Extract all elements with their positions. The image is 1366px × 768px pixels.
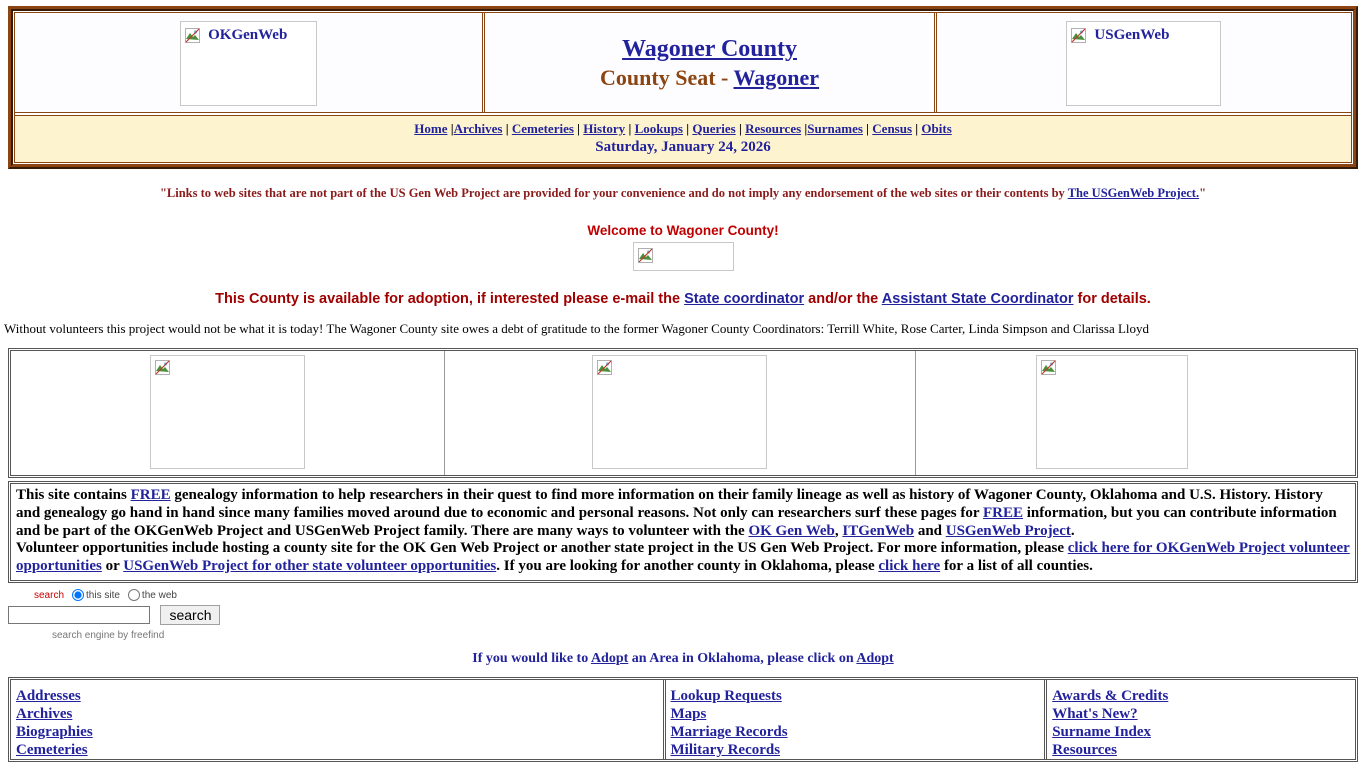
adoption-text-before: This County is available for adoption, if interested please e-mail the xyxy=(215,291,685,308)
welcome-broken-image[interactable] xyxy=(633,242,734,271)
desc-text-2: genealogy information to help researchers in their quest to find more information on their family lineage as well as history of Wagoner County, Oklahoma and U.S. History. History and genealogy go hand in hand since many families moved around due to economic and personal reasons. Not only can researchers surf these pages for xyxy=(16,487,1323,521)
gallery-broken-image-1[interactable] xyxy=(150,355,305,469)
usgenweb-project-link[interactable]: The USGenWeb Project. xyxy=(1067,186,1200,201)
adopt-link-1[interactable]: Adopt xyxy=(590,650,629,666)
broken-image-icon xyxy=(185,28,200,43)
gallery-broken-image-3[interactable] xyxy=(1036,355,1188,469)
site-title-line-2 xyxy=(600,65,819,92)
link-cemeteries[interactable]: Cemeteries xyxy=(16,741,88,758)
link-lookup-requests[interactable]: Lookup Requests xyxy=(670,687,782,704)
assistant-state-coordinator-link[interactable]: Assistant State Coordinator xyxy=(881,291,1074,308)
welcome-heading: Welcome to Wagoner County! xyxy=(587,223,779,239)
site-title-cell xyxy=(485,13,937,112)
image-gallery-table xyxy=(8,348,1358,478)
broken-image-icon xyxy=(638,248,653,263)
search-engine-credit: search engine by freefind xyxy=(52,629,165,641)
site-index-table xyxy=(8,677,1358,762)
search-label: search xyxy=(34,589,65,601)
image-gallery-row xyxy=(11,351,1355,475)
header-row xyxy=(15,13,1351,116)
site-description-paragraph-2 xyxy=(16,540,1350,575)
former-coordinators-credit: Without volunteers this project would not be what it is today! The Wagoner County site owes a debt of gratitude to the former Wagoner County Coordinators: Terrill White, Rose Carter, Linda Simpson and Clarissa Lloyd xyxy=(4,321,1150,337)
ok-gen-web-link[interactable]: OK Gen Web xyxy=(748,522,835,539)
nav-item-lookups[interactable]: Lookups xyxy=(634,121,683,136)
link-military-records[interactable]: Military Records xyxy=(670,741,781,758)
usgenweb-logo-alt-text: USGenWeb xyxy=(1094,26,1170,43)
desc-text-1: This site contains xyxy=(16,487,131,504)
free-link-1[interactable]: FREE xyxy=(130,487,171,504)
county-seat-link[interactable]: Wagoner xyxy=(733,64,820,90)
adopt-line-text-before: If you would like to xyxy=(472,650,591,666)
broken-image-icon xyxy=(1041,360,1056,375)
gallery-cell-2 xyxy=(445,351,915,475)
search-scope-the-web-label: the web xyxy=(141,589,177,601)
link-biographies[interactable]: Biographies xyxy=(16,723,93,740)
adopt-line-text-middle: an Area in Oklahoma, please click on xyxy=(628,650,857,666)
current-date: Saturday, January 24, 2026 xyxy=(595,139,771,156)
okgenweb-logo-alt-text: OKGenWeb xyxy=(208,26,288,43)
nav-item-cemeteries[interactable]: Cemeteries xyxy=(511,121,574,136)
okgenweb-logo-broken-image[interactable] xyxy=(180,21,317,106)
nav-item-home[interactable]: Home xyxy=(414,121,448,136)
masthead-inner xyxy=(14,12,1352,163)
site-title-line-1 xyxy=(600,35,819,64)
desc-text-3: information, but you can contribute information and be part of the OKGenWeb Project and USGenWeb Project family. There are many ways to volunteer with the xyxy=(16,504,1337,539)
site-description-paragraph-1 xyxy=(16,487,1350,540)
gallery-cell-1 xyxy=(11,351,445,475)
okgenweb-volunteer-link[interactable]: click here for OKGenWeb Project volunteer opportunities xyxy=(16,540,1350,574)
usgenweb-logo-broken-image[interactable] xyxy=(1066,21,1221,106)
county-name-link[interactable]: Wagoner County xyxy=(622,36,797,63)
desc-text-10: for a list of all counties. xyxy=(940,558,1093,574)
usgenweb-project-link-2[interactable]: USGenWeb Project xyxy=(945,522,1071,539)
site-description-box xyxy=(8,481,1358,582)
free-link-2[interactable]: FREE xyxy=(983,504,1024,521)
gallery-broken-image-2[interactable] xyxy=(592,355,767,469)
county-seat-label: County Seat - xyxy=(600,64,734,90)
disclaimer-text-before: "Links to web sites that are not part of the US Gen Web Project are provided for your convenience and do not imply any endorsement of the web sites or their contents by xyxy=(159,186,1068,201)
desc-text-4: , xyxy=(834,522,843,539)
broken-image-icon xyxy=(1071,28,1086,43)
desc-text-6: . xyxy=(1070,522,1075,539)
adopt-area-line xyxy=(0,651,1366,667)
nav-item-census[interactable]: Census xyxy=(872,121,913,136)
nav-item-queries[interactable]: Queries xyxy=(692,121,736,136)
adoption-text-middle: and/or the xyxy=(804,291,882,308)
state-coordinator-link[interactable]: State coordinator xyxy=(684,291,805,308)
site-index-column-1 xyxy=(11,680,666,759)
navigation-links: Home |Archives | Cemeteries | History | Lookups | Queries | Resources |Surnames | Census | Obits xyxy=(414,121,952,136)
search-input[interactable] xyxy=(8,606,150,624)
nav-item-resources[interactable]: Resources xyxy=(745,121,802,136)
desc-text-8: or xyxy=(101,558,124,574)
broken-image-icon xyxy=(155,360,170,375)
adoption-notice xyxy=(0,291,1366,307)
link-surname-index[interactable]: Surname Index xyxy=(1052,723,1151,740)
search-scope-this-site-radio[interactable] xyxy=(72,589,84,601)
navigation-bar xyxy=(15,116,1351,162)
county-list-link[interactable]: click here xyxy=(878,558,941,574)
site-index-row xyxy=(11,680,1355,759)
usgenweb-volunteer-link[interactable]: USGenWeb Project for other state volunteer opportunities xyxy=(123,558,497,574)
itgenweb-link[interactable]: ITGenWeb xyxy=(842,522,915,539)
search-button[interactable]: search xyxy=(160,605,220,625)
adopt-link-2[interactable]: Adopt xyxy=(856,650,894,666)
link-maps[interactable]: Maps xyxy=(670,705,707,722)
search-scope-options xyxy=(8,589,1366,603)
nav-item-surnames[interactable]: Surnames xyxy=(807,121,863,136)
adoption-text-after: for details. xyxy=(1073,291,1151,308)
site-index-column-3 xyxy=(1047,680,1355,759)
link-resources[interactable]: Resources xyxy=(1052,741,1117,758)
external-links-disclaimer xyxy=(0,186,1366,201)
disclaimer-text-after: " xyxy=(1199,186,1207,201)
broken-image-icon xyxy=(597,360,612,375)
link-awards-credits[interactable]: Awards & Credits xyxy=(1052,687,1169,704)
nav-item-history[interactable]: History xyxy=(583,121,626,136)
site-title xyxy=(600,35,819,91)
link-archives[interactable]: Archives xyxy=(16,705,73,722)
link-marriage-records[interactable]: Marriage Records xyxy=(670,723,788,740)
desc-text-5: and xyxy=(914,522,946,539)
site-index-column-2 xyxy=(666,680,1048,759)
search-input-row xyxy=(8,605,1366,625)
freefind-search-widget xyxy=(0,589,1366,641)
search-scope-this-site-label: this site xyxy=(86,589,120,601)
link-addresses[interactable]: Addresses xyxy=(16,687,81,704)
nav-item-obits[interactable]: Obits xyxy=(921,121,952,136)
usgenweb-logo-cell xyxy=(937,13,1351,112)
desc-text-7: Volunteer opportunities include hosting a county site for the OK Gen Web Project or another state project in the US Gen Web Project. For more information, please xyxy=(16,540,1068,557)
nav-item-archives[interactable]: Archives xyxy=(453,121,503,136)
masthead xyxy=(8,6,1358,169)
welcome-image-wrap xyxy=(0,242,1366,271)
link-whats-new[interactable]: What's New? xyxy=(1052,705,1138,722)
gallery-cell-3 xyxy=(916,351,1355,475)
okgenweb-logo-cell xyxy=(15,13,485,112)
desc-text-9: . If you are looking for another county in Oklahoma, please xyxy=(496,558,879,574)
search-scope-the-web-radio[interactable] xyxy=(128,589,140,601)
